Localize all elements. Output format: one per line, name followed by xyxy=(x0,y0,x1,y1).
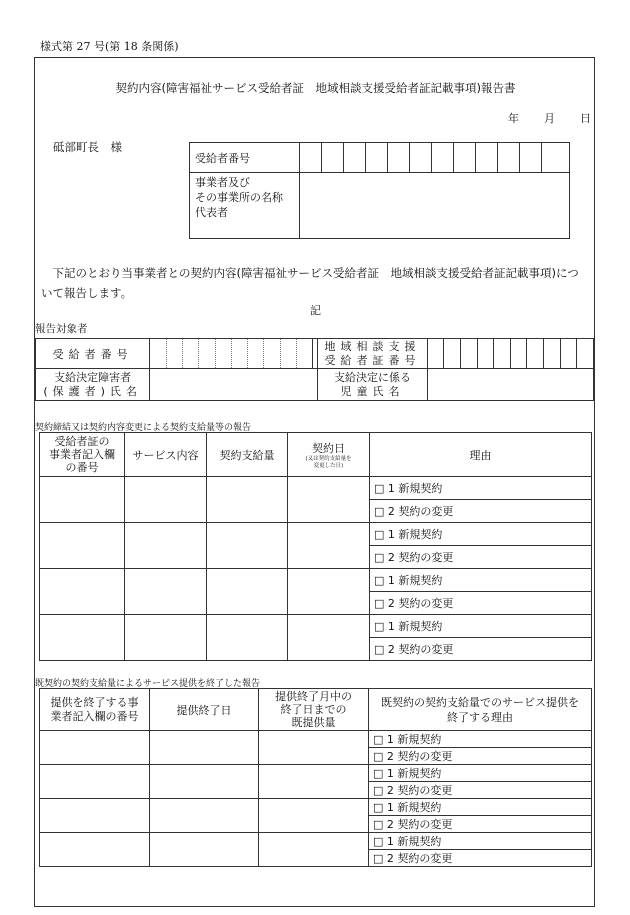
ended-table xyxy=(39,688,592,867)
recipient-number-box[interactable] xyxy=(300,143,322,173)
date-year: 年 xyxy=(508,112,519,125)
child-name-field[interactable] xyxy=(427,369,593,401)
recipient-number-box[interactable] xyxy=(520,143,542,173)
contract-section-heading: 契約締結又は契約内容変更による契約支給量等の報告 xyxy=(35,423,252,433)
reason-header: 理由 xyxy=(370,433,592,477)
recipient-digit-box[interactable] xyxy=(231,339,247,369)
community-digit-box[interactable] xyxy=(560,339,577,369)
recipient-digit-box[interactable] xyxy=(166,339,182,369)
end-date-header: 提供終了日 xyxy=(150,689,259,731)
end-date-cell[interactable] xyxy=(150,731,259,765)
community-digit-box[interactable] xyxy=(477,339,494,369)
entry-number-cell[interactable] xyxy=(40,569,125,615)
option-contract-change[interactable]: □ 2 契約の変更 xyxy=(369,782,592,799)
ended-entry-cell[interactable] xyxy=(40,799,150,833)
option-new-contract[interactable]: □ 1 新規契約 xyxy=(370,569,592,592)
recipient-number-box[interactable] xyxy=(410,143,432,173)
community-digit-box[interactable] xyxy=(444,339,461,369)
option-new-contract[interactable]: □ 1 新規契約 xyxy=(370,523,592,546)
recipient-number-box[interactable] xyxy=(476,143,498,173)
option-new-contract[interactable]: □ 1 新規契約 xyxy=(369,833,592,850)
supplied-cell[interactable] xyxy=(259,799,369,833)
recipient-number-box[interactable] xyxy=(542,143,570,173)
option-contract-change[interactable]: □ 2 契約の変更 xyxy=(370,546,592,569)
option-contract-change[interactable]: □ 2 契約の変更 xyxy=(370,638,592,661)
option-new-contract[interactable]: □ 1 新規契約 xyxy=(369,731,592,748)
recipient-number-box[interactable] xyxy=(454,143,476,173)
contract-table xyxy=(39,432,592,661)
community-digit-box[interactable] xyxy=(460,339,477,369)
recipient-digit-box[interactable] xyxy=(150,339,166,369)
contract-date-cell[interactable] xyxy=(288,523,370,569)
recipient-number-box[interactable] xyxy=(498,143,520,173)
ended-reason-header: 既契約の契約支給量でのサービス提供を 終了する理由 xyxy=(369,689,592,731)
amount-cell[interactable] xyxy=(207,477,288,523)
option-new-contract[interactable]: □ 1 新規契約 xyxy=(370,477,592,500)
entry-number-header: 受給者証の 事業者記入欄 の番号 xyxy=(40,433,125,477)
recipient-digit-box[interactable] xyxy=(280,339,296,369)
ended-entry-cell[interactable] xyxy=(40,731,150,765)
option-contract-change[interactable]: □ 2 契約の変更 xyxy=(369,816,592,833)
supplied-amount-header: 提供終了月中の 終了日までの 既提供量 xyxy=(259,689,369,731)
report-target-heading: 報告対象者 xyxy=(35,323,88,335)
amount-header: 契約支給量 xyxy=(207,433,288,477)
form-title: 契約内容(障害福祉サービス受給者証 地域相談支援受給者証記載事項)報告書 xyxy=(115,81,516,95)
service-header: サービス内容 xyxy=(125,433,207,477)
end-date-cell[interactable] xyxy=(150,833,259,867)
recipient-digit-box[interactable] xyxy=(248,339,264,369)
recipient-number-box[interactable] xyxy=(366,143,388,173)
contract-date-cell[interactable] xyxy=(288,615,370,661)
recipient-number-box[interactable] xyxy=(388,143,410,173)
service-cell[interactable] xyxy=(125,477,207,523)
recipient-number-label: 受給者番号 xyxy=(190,143,300,173)
report-target-table xyxy=(35,338,594,401)
recipient-digit-box[interactable] xyxy=(199,339,215,369)
child-name-label: 支給決定に係る 児童氏名 xyxy=(318,369,427,401)
recipient-number-box[interactable] xyxy=(344,143,366,173)
date-month: 月 xyxy=(544,112,555,125)
ended-section-heading: 既契約の契約支給量によるサービス提供を終了した報告 xyxy=(35,679,261,689)
recipient-digit-box[interactable] xyxy=(297,339,313,369)
contract-date-cell[interactable] xyxy=(288,477,370,523)
community-digit-box[interactable] xyxy=(577,339,594,369)
recipient-digit-box[interactable] xyxy=(182,339,198,369)
provider-name-field[interactable] xyxy=(300,173,570,239)
amount-cell[interactable] xyxy=(207,615,288,661)
disabled-person-name-field[interactable] xyxy=(150,369,318,401)
ended-entry-number-header: 提供を終了する事 業者記入欄の番号 xyxy=(40,689,150,731)
option-contract-change[interactable]: □ 2 契約の変更 xyxy=(370,592,592,615)
option-contract-change[interactable]: □ 2 契約の変更 xyxy=(370,500,592,523)
provider-name-label: 事業者及び その事業所の名称 代表者 xyxy=(190,173,300,239)
service-cell[interactable] xyxy=(125,569,207,615)
amount-cell[interactable] xyxy=(207,523,288,569)
community-digit-box[interactable] xyxy=(427,339,444,369)
ki-label: 記 xyxy=(310,304,321,317)
option-new-contract[interactable]: □ 1 新規契約 xyxy=(369,799,592,816)
service-cell[interactable] xyxy=(125,523,207,569)
supplied-cell[interactable] xyxy=(259,833,369,867)
contract-date-cell[interactable] xyxy=(288,569,370,615)
recipient-digit-box[interactable] xyxy=(264,339,280,369)
ended-entry-cell[interactable] xyxy=(40,833,150,867)
addressee: 砥部町長 様 xyxy=(53,140,122,154)
service-cell[interactable] xyxy=(125,615,207,661)
contract-date-header: 契約日 (又は契約支給量を 変更した日) xyxy=(288,433,370,477)
supplied-cell[interactable] xyxy=(259,731,369,765)
end-date-cell[interactable] xyxy=(150,799,259,833)
provider-table xyxy=(189,142,570,239)
amount-cell[interactable] xyxy=(207,569,288,615)
form-number-label: 様式第 27 号(第 18 条関係) xyxy=(40,40,179,53)
ended-entry-cell[interactable] xyxy=(40,765,150,799)
entry-number-cell[interactable] xyxy=(40,615,125,661)
form-frame xyxy=(34,57,595,907)
community-digit-box[interactable] xyxy=(510,339,527,369)
date-day: 日 xyxy=(580,112,591,125)
option-contract-change[interactable]: □ 2 契約の変更 xyxy=(369,748,592,765)
community-digit-box[interactable] xyxy=(527,339,544,369)
option-new-contract[interactable]: □ 1 新規契約 xyxy=(369,765,592,782)
community-digit-box[interactable] xyxy=(494,339,511,369)
entry-number-cell[interactable] xyxy=(40,523,125,569)
option-contract-change[interactable]: □ 2 契約の変更 xyxy=(369,850,592,867)
disabled-person-name-label: 支給決定障害者 (保護者)氏名 xyxy=(36,369,150,401)
recipient-digit-box[interactable] xyxy=(215,339,231,369)
community-digit-box[interactable] xyxy=(544,339,561,369)
recipient-number-box[interactable] xyxy=(322,143,344,173)
community-support-number-label: 地域相談支援 受給者証番号 xyxy=(318,339,427,369)
option-new-contract[interactable]: □ 1 新規契約 xyxy=(370,615,592,638)
end-date-cell[interactable] xyxy=(150,765,259,799)
recipient-number-box[interactable] xyxy=(432,143,454,173)
entry-number-cell[interactable] xyxy=(40,477,125,523)
supplied-cell[interactable] xyxy=(259,765,369,799)
body-text: 下記のとおり当事業者との契約内容(障害福祉サービス受給者証 地域相談支援受給者証記載事項)について報告します。 xyxy=(41,266,579,300)
recipient-number-label: 受給者番号 xyxy=(36,339,150,369)
